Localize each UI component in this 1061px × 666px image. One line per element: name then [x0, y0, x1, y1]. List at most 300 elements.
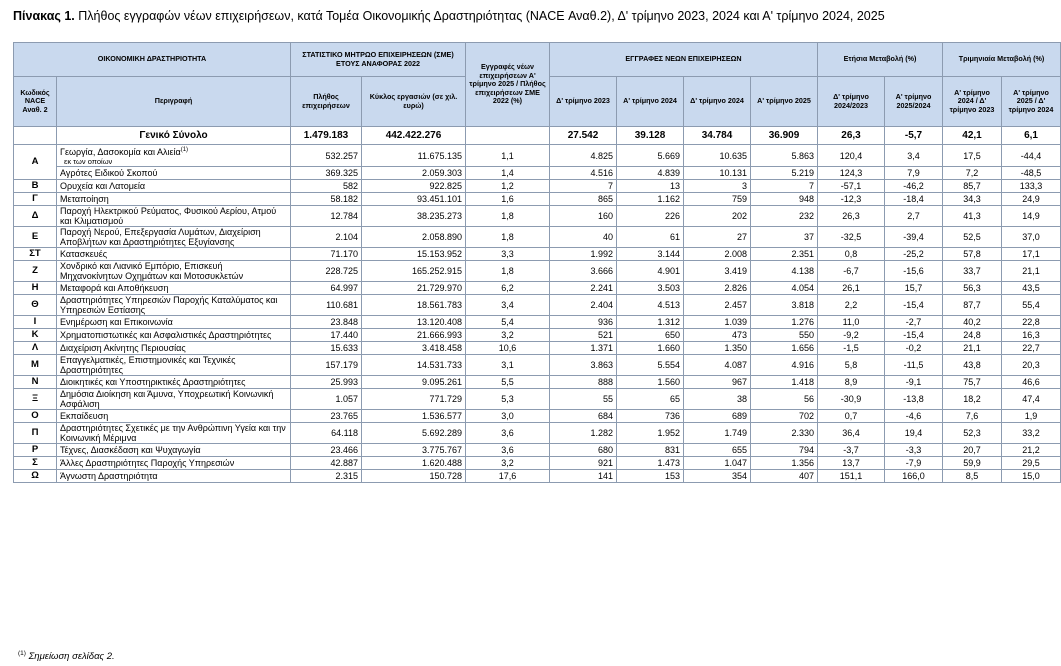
table-cell: 8,9: [818, 376, 885, 389]
table-cell: 65: [617, 389, 684, 410]
table-row: [14, 145, 1061, 167]
activity-description: [57, 295, 291, 316]
table-cell: 948: [751, 193, 818, 206]
table-cell: 20,3: [1002, 355, 1061, 376]
table-cell: 4.901: [617, 261, 684, 282]
table-cell: 7: [751, 180, 818, 193]
activity-description: [57, 193, 291, 206]
table-cell: 3.863: [550, 355, 617, 376]
table-cell: 226: [617, 206, 684, 227]
table-row: [14, 316, 1061, 329]
activity-description: Αγρότες Ειδικού Σκοπού: [57, 167, 291, 180]
table-cell: 0,7: [818, 410, 885, 423]
table-cell: 15.153.952: [362, 248, 466, 261]
nace-code: Α: [14, 145, 57, 180]
table-cell: 151,1: [818, 470, 885, 483]
table-cell: 3.144: [617, 248, 684, 261]
table-cell: 14,9: [1002, 206, 1061, 227]
table-row: [14, 180, 1061, 193]
table-cell: 17.440: [291, 329, 362, 342]
table-cell: 865: [550, 193, 617, 206]
table-cell: 2.058.890: [362, 227, 466, 248]
table-cell: 33,7: [943, 261, 1002, 282]
table-cell: 133,3: [1002, 180, 1061, 193]
table-cell: 56: [751, 389, 818, 410]
table-cell: 532.257: [291, 145, 362, 167]
nace-code: Ρ: [14, 444, 57, 457]
table-cell: 680: [550, 444, 617, 457]
table-cell: 150.728: [362, 470, 466, 483]
table-cell: 52,3: [943, 423, 1002, 444]
nace-code: Θ: [14, 295, 57, 316]
activity-description: [57, 423, 291, 444]
table-cell: 967: [684, 376, 751, 389]
total-cell: 27.542: [550, 127, 617, 145]
activity-description-text: Χρηματοπιστωτικές και Ασφαλιστικές Δραστηριότητες: [60, 330, 272, 340]
header-activity: ΟΙΚΟΝΟΜΙΚΗ ΔΡΑΣΤΗΡΙΟΤΗΤΑ: [14, 43, 291, 77]
table-cell: -12,3: [818, 193, 885, 206]
table-cell: 52,5: [943, 227, 1002, 248]
activity-description-text: Τέχνες, Διασκέδαση και Ψυχαγωγία: [60, 445, 201, 455]
table-row: [14, 376, 1061, 389]
nace-code: Γ: [14, 193, 57, 206]
table-cell: -57,1: [818, 180, 885, 193]
table-row: [14, 261, 1061, 282]
nace-code: Β: [14, 180, 57, 193]
table-row: [14, 227, 1061, 248]
table-cell: 407: [751, 470, 818, 483]
table-cell: 41,3: [943, 206, 1002, 227]
table-cell: 23.848: [291, 316, 362, 329]
activity-description: [57, 316, 291, 329]
table-row: [14, 410, 1061, 423]
table-row: [14, 423, 1061, 444]
table-cell: 43,5: [1002, 282, 1061, 295]
table-header: [14, 43, 1061, 127]
table-cell: 3,2: [466, 457, 550, 470]
activity-description-text: Δραστηριότητες Σχετικές με την Ανθρώπινη Υγεία και την Κοινωνική Μέριμνα: [60, 423, 286, 443]
table-cell: 15.633: [291, 342, 362, 355]
table-cell: 3,2: [466, 329, 550, 342]
table-cell: 4.087: [684, 355, 751, 376]
table-cell: 21.729.970: [362, 282, 466, 295]
table-cell: 3.503: [617, 282, 684, 295]
footnote-ref: (1): [180, 147, 189, 153]
table-cell: 1.356: [751, 457, 818, 470]
table-cell: 21,1: [943, 342, 1002, 355]
table-cell: 3.418.458: [362, 342, 466, 355]
table-cell: 2,2: [818, 295, 885, 316]
total-cell: 42,1: [943, 127, 1002, 145]
total-cell: -5,7: [885, 127, 943, 145]
activity-description-text: Μεταφορά και Αποθήκευση: [60, 283, 169, 293]
table-cell: 1,2: [466, 180, 550, 193]
nace-code: Ι: [14, 316, 57, 329]
table-cell: -1,5: [818, 342, 885, 355]
header-registrations: ΕΓΓΡΑΦΕΣ ΝΕΩΝ ΕΠΙΧΕΙΡΗΣΕΩΝ: [550, 43, 818, 77]
table-cell: 5.669: [617, 145, 684, 167]
table-cell: 6,2: [466, 282, 550, 295]
header-register: ΣΤΑΤΙΣΤΙΚΟ ΜΗΤΡΩΟ ΕΠΙΧΕΙΡΗΣΕΩΝ (ΣΜΕ) ΕΤΟΥΣ ΑΝΑΦΟΡΑΣ 2022: [291, 43, 466, 77]
nace-code: Η: [14, 282, 57, 295]
table-row: [14, 329, 1061, 342]
table-cell: -3,7: [818, 444, 885, 457]
table-cell: 85,7: [943, 180, 1002, 193]
table-cell: 8,5: [943, 470, 1002, 483]
total-row: [14, 127, 1061, 145]
table-cell: 831: [617, 444, 684, 457]
table-cell: 1.473: [617, 457, 684, 470]
header-code: Κωδικός NACE Αναθ. 2: [14, 77, 57, 127]
activity-description-text: Εκπαίδευση: [60, 411, 109, 421]
table-cell: 33,2: [1002, 423, 1061, 444]
activity-description: [57, 342, 291, 355]
nace-code: Ζ: [14, 261, 57, 282]
table-cell: 43,8: [943, 355, 1002, 376]
table-cell: 3,4: [885, 145, 943, 167]
table-cell: 166,0: [885, 470, 943, 483]
table-cell: 1.276: [751, 316, 818, 329]
activity-description: [57, 282, 291, 295]
nace-code: Ο: [14, 410, 57, 423]
table-cell: 10.635: [684, 145, 751, 167]
activity-description: [57, 145, 291, 167]
table-cell: 17,5: [943, 145, 1002, 167]
total-cell: 36.909: [751, 127, 818, 145]
table-cell: 2.104: [291, 227, 362, 248]
table-cell: 36,4: [818, 423, 885, 444]
header-q1-2024: Α' τρίμηνο 2024: [617, 77, 684, 127]
table-cell: 2.457: [684, 295, 751, 316]
table-cell: -0,2: [885, 342, 943, 355]
table-cell: -48,5: [1002, 167, 1061, 180]
activity-description: [57, 206, 291, 227]
nace-code: ΣΤ: [14, 248, 57, 261]
table-cell: 2.008: [684, 248, 751, 261]
table-cell: 3: [684, 180, 751, 193]
table-cell: 19,4: [885, 423, 943, 444]
table-cell: 57,8: [943, 248, 1002, 261]
nace-code: Κ: [14, 329, 57, 342]
table-cell: 1.418: [751, 376, 818, 389]
activity-description: [57, 180, 291, 193]
table-cell: 736: [617, 410, 684, 423]
table-cell: 21.666.993: [362, 329, 466, 342]
table-cell: 2.059.303: [362, 167, 466, 180]
table-cell: 1.350: [684, 342, 751, 355]
table-cell: 64.997: [291, 282, 362, 295]
table-cell: 702: [751, 410, 818, 423]
table-cell: -7,9: [885, 457, 943, 470]
table-title-text: Πλήθος εγγραφών νέων επιχειρήσεων, κατά Τομέα Οικονομικής Δραστηριότητας (NACE Αναθ.2), Δ' τρίμηνο 2023, 2024 και Α' τρίμηνο 2024, 2025: [78, 9, 885, 23]
table-cell: 1,9: [1002, 410, 1061, 423]
data-table: [13, 42, 1061, 483]
table-cell: 23.466: [291, 444, 362, 457]
table-cell: 26,3: [818, 206, 885, 227]
activity-description-text: Άγνωστη Δραστηριότητα: [60, 471, 158, 481]
header-description: Περιγραφή: [57, 77, 291, 127]
table-cell: 87,7: [943, 295, 1002, 316]
table-cell: 1.057: [291, 389, 362, 410]
table-row: [14, 457, 1061, 470]
table-cell: 4.916: [751, 355, 818, 376]
table-title: [13, 9, 885, 23]
table-cell: -6,7: [818, 261, 885, 282]
table-cell: 13: [617, 180, 684, 193]
table-cell: 2.241: [550, 282, 617, 295]
table-cell: 71.170: [291, 248, 362, 261]
table-cell: 5,8: [818, 355, 885, 376]
table-cell: 157.179: [291, 355, 362, 376]
table-cell: 4.138: [751, 261, 818, 282]
nace-code: Ω: [14, 470, 57, 483]
nace-code: Λ: [14, 342, 57, 355]
table-cell: -46,2: [885, 180, 943, 193]
activity-description-text: Μεταποίηση: [60, 194, 109, 204]
table-cell: 1.282: [550, 423, 617, 444]
table-cell: 75,7: [943, 376, 1002, 389]
header-quarterly-change: Τριμηνιαία Μεταβολή (%): [943, 43, 1061, 77]
table-cell: 473: [684, 329, 751, 342]
table-cell: 2.315: [291, 470, 362, 483]
table-cell: 55: [550, 389, 617, 410]
table-body: [14, 127, 1061, 483]
table-cell: -9,2: [818, 329, 885, 342]
activity-description: [57, 457, 291, 470]
nace-code: Σ: [14, 457, 57, 470]
table-cell: 93.451.101: [362, 193, 466, 206]
table-cell: 582: [291, 180, 362, 193]
table-cell: 4.825: [550, 145, 617, 167]
table-cell: 1.952: [617, 423, 684, 444]
header-qchange-2025: Α' τρίμηνο 2025 / Δ' τρίμηνο 2024: [1002, 77, 1061, 127]
table-cell: 550: [751, 329, 818, 342]
table-cell: 232: [751, 206, 818, 227]
table-cell: 11.675.135: [362, 145, 466, 167]
table-cell: 3,6: [466, 423, 550, 444]
table-cell: -44,4: [1002, 145, 1061, 167]
table-row: [14, 470, 1061, 483]
table-cell: 771.729: [362, 389, 466, 410]
activity-description-text: Παροχή Ηλεκτρικού Ρεύματος, Φυσικού Αερίου, Ατμού και Κλιματισμού: [60, 206, 277, 226]
activity-description: [57, 248, 291, 261]
table-cell: 12.784: [291, 206, 362, 227]
table-cell: -39,4: [885, 227, 943, 248]
table-cell: -25,2: [885, 248, 943, 261]
activity-description-text: Γεωργία, Δασοκομία και Αλιεία: [60, 147, 181, 157]
table-cell: 7,6: [943, 410, 1002, 423]
table-cell: 42.887: [291, 457, 362, 470]
table-row: [14, 342, 1061, 355]
sub-note: εκ των οποίων: [64, 157, 113, 166]
activity-description-text: Διοικητικές και Υποστηρικτικές Δραστηριότητες: [60, 377, 246, 387]
footnote-text: Σημείωση σελίδας 2.: [28, 651, 115, 663]
table-cell: 1,8: [466, 261, 550, 282]
table-cell: 55,4: [1002, 295, 1061, 316]
table-cell: 1.039: [684, 316, 751, 329]
table-cell: 5,4: [466, 316, 550, 329]
table-cell: 0,8: [818, 248, 885, 261]
table-cell: -15,4: [885, 295, 943, 316]
header-qchange-2024: Α' τρίμηνο 2024 / Δ' τρίμηνο 2023: [943, 77, 1002, 127]
table-cell: 110.681: [291, 295, 362, 316]
nace-code: Δ: [14, 206, 57, 227]
total-cell: 39.128: [617, 127, 684, 145]
total-cell: 26,3: [818, 127, 885, 145]
table-cell: 37,0: [1002, 227, 1061, 248]
table-cell: 1.371: [550, 342, 617, 355]
table-cell: 1,1: [466, 145, 550, 167]
total-cell: [466, 127, 550, 145]
activity-description-text: Δραστηριότητες Υπηρεσιών Παροχής Καταλύματος και Υπηρεσιών Εστίασης: [60, 295, 278, 315]
table-cell: 1,8: [466, 206, 550, 227]
activity-description-text: Παροχή Νερού, Επεξεργασία Λυμάτων, Διαχείριση Αποβλήτων και Δραστηριότητες Εξυγίανσης: [60, 227, 261, 247]
table-cell: 15,7: [885, 282, 943, 295]
activity-description-text: Διαχείριση Ακίνητης Περιουσίας: [60, 343, 186, 353]
total-cell: 1.479.183: [291, 127, 362, 145]
table-cell: 794: [751, 444, 818, 457]
table-subrow: [14, 167, 1061, 180]
table-cell: 37: [751, 227, 818, 248]
table-cell: 5.219: [751, 167, 818, 180]
table-cell: 228.725: [291, 261, 362, 282]
table-cell: 3,0: [466, 410, 550, 423]
table-cell: 22,8: [1002, 316, 1061, 329]
table-cell: 936: [550, 316, 617, 329]
table-cell: 759: [684, 193, 751, 206]
table-cell: 61: [617, 227, 684, 248]
table-cell: 650: [617, 329, 684, 342]
table-cell: 3,4: [466, 295, 550, 316]
table-cell: -3,3: [885, 444, 943, 457]
activity-description: [57, 227, 291, 248]
table-cell: 17,6: [466, 470, 550, 483]
table-cell: 2.351: [751, 248, 818, 261]
table-cell: 5,5: [466, 376, 550, 389]
table-cell: 40: [550, 227, 617, 248]
table-cell: 4.054: [751, 282, 818, 295]
table-cell: 3,1: [466, 355, 550, 376]
table-row: [14, 206, 1061, 227]
table-cell: 23.765: [291, 410, 362, 423]
table-cell: 17,1: [1002, 248, 1061, 261]
table-cell: 59,9: [943, 457, 1002, 470]
activity-description: [57, 470, 291, 483]
table-cell: 21,2: [1002, 444, 1061, 457]
table-cell: 24,9: [1002, 193, 1061, 206]
table-cell: 3,6: [466, 444, 550, 457]
table-cell: 5.863: [751, 145, 818, 167]
header-change-q1: Α' τρίμηνο 2025/2024: [885, 77, 943, 127]
table-cell: 46,6: [1002, 376, 1061, 389]
table-cell: 26,1: [818, 282, 885, 295]
table-cell: 27: [684, 227, 751, 248]
header-change-q4: Δ' τρίμηνο 2024/2023: [818, 77, 885, 127]
table-cell: 64.118: [291, 423, 362, 444]
table-title-label: Πίνακας 1.: [13, 9, 75, 23]
table-cell: -30,9: [818, 389, 885, 410]
nace-code: Π: [14, 423, 57, 444]
table-cell: 3.775.767: [362, 444, 466, 457]
table-cell: 29,5: [1002, 457, 1061, 470]
table-cell: 14.531.733: [362, 355, 466, 376]
total-cell: 34.784: [684, 127, 751, 145]
table-cell: 10.131: [684, 167, 751, 180]
table-cell: 22,7: [1002, 342, 1061, 355]
table-cell: 120,4: [818, 145, 885, 167]
table-cell: 13,7: [818, 457, 885, 470]
activity-description: [57, 410, 291, 423]
table-cell: -2,7: [885, 316, 943, 329]
table-cell: 1,8: [466, 227, 550, 248]
table-cell: 684: [550, 410, 617, 423]
table-cell: 165.252.915: [362, 261, 466, 282]
table-cell: 2.826: [684, 282, 751, 295]
table-cell: -18,4: [885, 193, 943, 206]
table-cell: 1.536.577: [362, 410, 466, 423]
table-cell: 4.516: [550, 167, 617, 180]
footnote: [18, 650, 115, 662]
table-cell: -11,5: [885, 355, 943, 376]
activity-description: [57, 329, 291, 342]
activity-description-text: Κατασκευές: [60, 249, 108, 259]
table-cell: 124,3: [818, 167, 885, 180]
table-cell: 5,3: [466, 389, 550, 410]
activity-description-text: Επαγγελματικές, Επιστημονικές και Τεχνικές Δραστηριότητες: [60, 355, 236, 375]
table-cell: 5.692.289: [362, 423, 466, 444]
activity-description-text: Δημόσια Διοίκηση και Άμυνα, Υποχρεωτική Κοινωνική Ασφάλιση: [60, 389, 274, 409]
table-cell: 655: [684, 444, 751, 457]
table-cell: 689: [684, 410, 751, 423]
total-code: [14, 127, 57, 145]
table-cell: 20,7: [943, 444, 1002, 457]
nace-code: Ξ: [14, 389, 57, 410]
table-cell: 2,7: [885, 206, 943, 227]
table-row: [14, 295, 1061, 316]
table-cell: 10,6: [466, 342, 550, 355]
table-cell: 38: [684, 389, 751, 410]
header-q1-2025: Α' τρίμηνο 2025: [751, 77, 818, 127]
activity-description-text: Άλλες Δραστηριότητες Παροχής Υπηρεσιών: [60, 458, 235, 468]
table-cell: 47,4: [1002, 389, 1061, 410]
table-cell: 921: [550, 457, 617, 470]
table-cell: 38.235.273: [362, 206, 466, 227]
footnote-mark: (1): [18, 650, 26, 657]
table-cell: 18.561.783: [362, 295, 466, 316]
table-cell: 11,0: [818, 316, 885, 329]
table-cell: 13.120.408: [362, 316, 466, 329]
total-cell: 6,1: [1002, 127, 1061, 145]
table-cell: 18,2: [943, 389, 1002, 410]
table-row: [14, 389, 1061, 410]
table-cell: 4.839: [617, 167, 684, 180]
table-cell: 153: [617, 470, 684, 483]
table-cell: 521: [550, 329, 617, 342]
table-row: [14, 248, 1061, 261]
header-count: Πλήθος επιχειρήσεων: [291, 77, 362, 127]
table-cell: 25.993: [291, 376, 362, 389]
nace-code: Ε: [14, 227, 57, 248]
table-cell: 922.825: [362, 180, 466, 193]
table-cell: -15,4: [885, 329, 943, 342]
activity-description: [57, 376, 291, 389]
header-q4-2024: Δ' τρίμηνο 2024: [684, 77, 751, 127]
table-cell: 2.330: [751, 423, 818, 444]
activity-description-text: Ενημέρωση και Επικοινωνία: [60, 317, 173, 327]
table-row: [14, 282, 1061, 295]
table-cell: 141: [550, 470, 617, 483]
table-cell: 2.404: [550, 295, 617, 316]
